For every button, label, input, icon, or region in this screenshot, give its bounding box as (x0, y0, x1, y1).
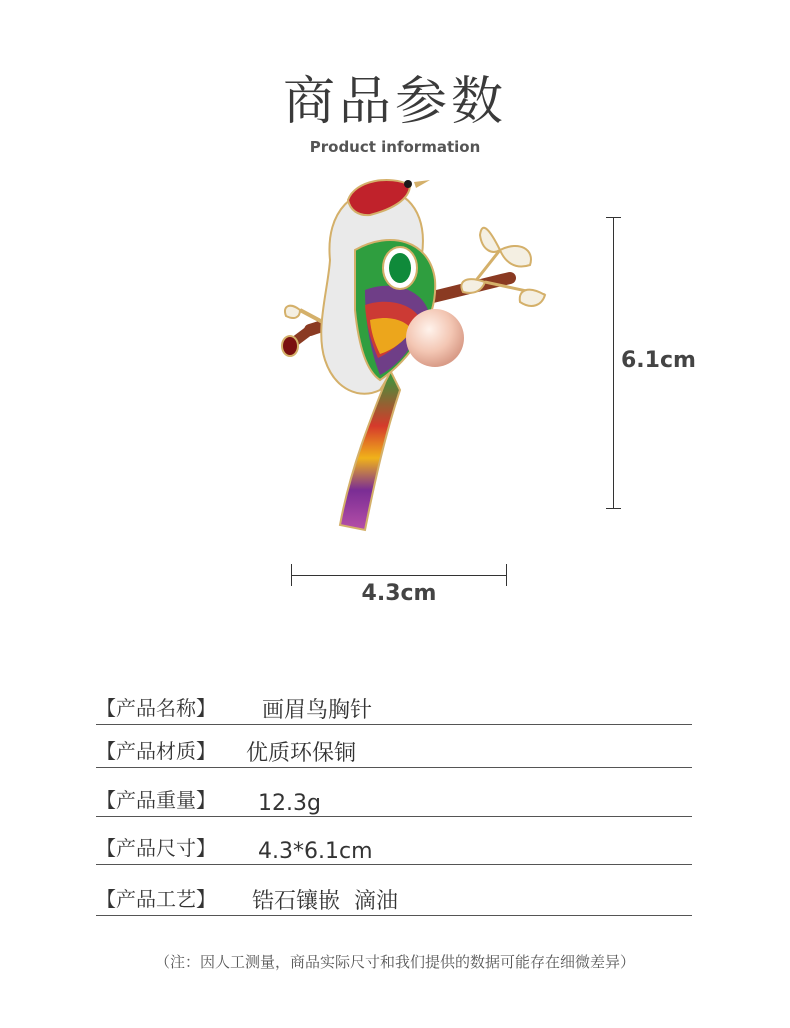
product-image (270, 170, 560, 550)
height-dimension-line (613, 217, 614, 508)
spec-row-size (96, 830, 692, 865)
spec-value: 4.3*6.1cm (258, 839, 373, 864)
measurement-note: （注：因人工测量，商品实际尺寸和我们提供的数据可能存在细微差异） (154, 953, 635, 971)
spec-label: 【产品工艺】 (96, 887, 216, 911)
spec-row-name (96, 690, 692, 725)
spec-label: 【产品重量】 (96, 788, 216, 812)
page-subtitle: Product information (309, 138, 481, 156)
height-dimension-cap-top (606, 217, 621, 218)
page-title: 商品参数 (282, 72, 507, 132)
spec-label: 【产品材质】 (96, 739, 216, 763)
spec-value: 12.3g (258, 791, 321, 816)
spec-value: 优质环保铜 (246, 741, 357, 766)
spec-row-craft (96, 881, 692, 916)
spec-label: 【产品名称】 (96, 696, 216, 720)
height-dimension-cap-bottom (606, 508, 621, 509)
width-dimension-label: 4.3cm (361, 581, 437, 606)
spec-value: 锆石镶嵌 滴油 (252, 889, 398, 914)
spec-value: 画眉鸟胸针 (262, 698, 373, 723)
spec-row-weight (96, 782, 692, 817)
spec-row-material (96, 733, 692, 768)
width-dimension-line (291, 575, 507, 576)
pearl (406, 309, 464, 367)
height-dimension-label: 6.1cm (621, 348, 696, 373)
spec-label: 【产品尺寸】 (96, 836, 216, 860)
